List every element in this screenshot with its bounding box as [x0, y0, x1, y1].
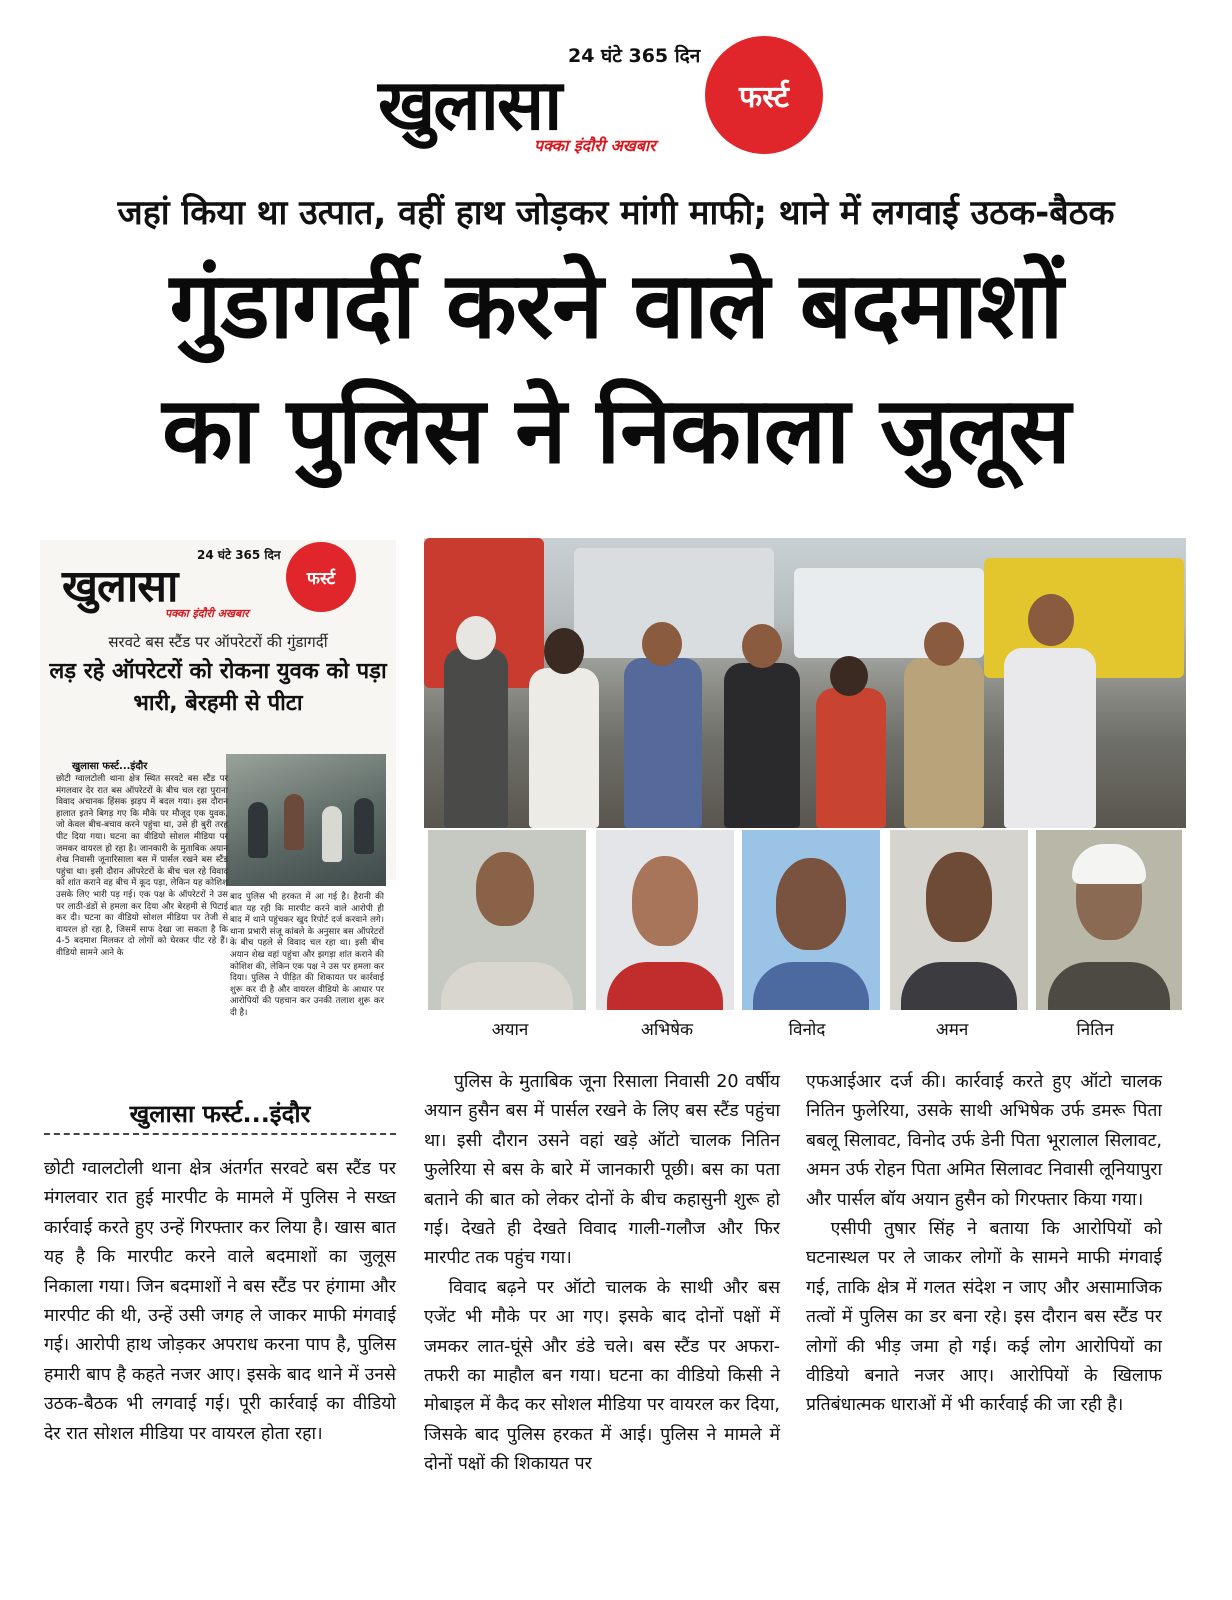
story-column-2 [424, 1068, 780, 1480]
headline-line-2: का पुलिस ने निकाला जुलूस [162, 377, 1070, 484]
accused-photos [424, 830, 1186, 1010]
accused-photo-nitin [1036, 830, 1182, 1010]
masthead-name: खुलासा [378, 64, 561, 146]
clipping-masthead-name: खुलासा [62, 561, 178, 612]
story-paragraph: छोटी ग्वालटोली थाना क्षेत्र अंतर्गत सरवटे बस स्टैंड पर मंगलवार रात हुई मारपीट के मामले में पुलिस ने सख्त कार्रवाई करते हुए उन्हें गिरफ्तार कर लिया है। खास बात यह है कि मारपीट करने वाले बदमाशों का जुलूस निकाला गया। जिन बदमाशों ने बस स्टैंड पर हंगामा और मारपीट की थी, उन्हें उसी जगह ले जाकर माफी मंगवाई गई। आरोपी हाथ जोड़कर अपराध करना पाप है, पुलिस हमारी बाप है कहते नजर आए। इसके बाद थाने में उनसे उठक-बैठक भी लगवाई गई। पूरी कार्रवाई का वीडियो देर रात सोशल मीडिया पर वायरल होता रहा। [44, 1159, 396, 1444]
masthead-badge-text: फर्स्ट [739, 79, 789, 115]
masthead-tagline: पक्का इंदौरी अखबार [534, 136, 656, 155]
accused-photo-vinod [742, 830, 880, 1010]
story-column-1 [44, 1155, 396, 1449]
accused-name-3: विनोद [788, 1020, 826, 1040]
clipping-kicker: सरवटे बस स्टैंड पर ऑपरेटरों की गुंडागर्दी [108, 633, 328, 651]
clipping-column-2 [230, 892, 384, 1020]
clipping-masthead-tag: 24 घंटे 365 दिन [197, 548, 281, 562]
earlier-story-clipping [40, 540, 396, 1018]
masthead-tag: 24 घंटे 365 दिन [568, 45, 701, 67]
story-paragraph: पुलिस के मुताबिक जूना रिसाला निवासी 20 वर्षीय अयान हुसैन बस में पार्सल रखने के लिए बस स्टैंड पहुंचा था। इसी दौरान उसने वहां खड़े ऑटो चालक नितिन फुलेरिया से बस के बारे में जानकारी पूछी। बस का पता बताने की बात को लेकर दोनों के बीच कहासुनी शुरू हो गई। देखते ही देखते विवाद गाली-गलौज और फिर मारपीट तक पहुंच गया। [424, 1072, 780, 1269]
accused-name-1: अयान [491, 1020, 529, 1040]
clipping-headline: लड़ रहे ऑपरेटरों को रोकना युवक को पड़ा भारी, बेरहमी से पीटा [49, 659, 387, 716]
clipping-badge-text: फर्स्ट [306, 568, 336, 589]
accused-photo-aman [890, 830, 1028, 1010]
headline-line-1: गुंडागर्दी करने वाले बदमाशों [169, 252, 1063, 359]
accused-name-2: अभिषेक [640, 1020, 694, 1040]
byline-divider [44, 1133, 396, 1135]
clipping-masthead-badge [286, 542, 356, 612]
clipping-photo [226, 754, 386, 886]
clipping-text-1: छोटी ग्वालटोली थाना क्षेत्र स्थित सरवटे बस स्टैंड पर मंगलवार देर रात बस ऑपरेटरों के बीच चल रहा पुराना विवाद अचानक हिंसक झड़प में बदल गया। इस दौरान हालात इतने बिगड़ गए कि मौके पर मौजूद एक युवक, जो केवल बीच-बचाव करने पहुंचा था, उसे ही बुरी तरह पीट दिया गया। घटना का वीडियो सोशल मीडिया पर जमकर वायरल हो रहा है। जानकारी के मुताबिक अयान शेख निवासी जूनारिसाला बस में पार्सल रखने बस स्टैंड पहुंचा था। इसी दौरान ऑपरेटरों के बीच चल रहे विवाद को शांत कराने वह बीच में कूद पड़ा, लेकिन यह कोशिश उसके लिए भारी पड़ गई। एक पक्ष के ऑपरेटरों ने उस पर लाठी-डंडों से हमला कर दिया और बेरहमी से पिटाई कर दी। घटना का वीडियो सोशल मीडिया पर तेजी से वायरल हो रहा है, जिसमें साफ देखा जा सकता है कि 4-5 बदमाश मिलकर दो लोगों को घेरकर पीट रहे हैं। वीडियो सामने आने के [56, 774, 228, 958]
story-byline: खुलासा फर्स्ट...इंदौर [129, 1100, 311, 1128]
accused-photo-abhishek [596, 830, 734, 1010]
story-paragraph: एफआईआर दर्ज की। कार्रवाई करते हुए ऑटो चालक नितिन फुलेरिया, उसके साथी अभिषेक उर्फ डमरू पिता बबलू सिलावट, विनोद उर्फ डेनी पिता भूरालाल सिलावट, अमन उर्फ रोहन पिता अमित सिलावट निवासी लूनियापुरा और पार्सल बॉय अयान हुसैन को गिरफ्तार किया गया। [806, 1072, 1162, 1210]
accused-name-5: नितिन [1076, 1020, 1114, 1040]
headline-kicker: जहां किया था उत्पात, वहीं हाथ जोड़कर मांगी माफी; थाने में लगवाई उठक-बैठक [117, 193, 1115, 233]
story-paragraph: विवाद बढ़ने पर ऑटो चालक के साथी और बस एजेंट भी मौके पर आ गए। इसके बाद दोनों पक्षों में जमकर लात-घूंसे और डंडे चले। बस स्टैंड पर अफरा-तफरी का माहौल बन गया। घटना का वीडियो किसी ने मोबाइल में कैद कर सोशल मीडिया पर वायरल कर दिया, जिसके बाद पुलिस हरकत में आई। पुलिस ने मामले में दोनों पक्षों की शिकायत पर [424, 1277, 780, 1475]
clipping-tagline: पक्का इंदौरी अखबार [165, 607, 249, 620]
clipping-text-2: बाद पुलिस भी हरकत में आ गई है। हैरानी की बात यह रही कि मारपीट करने वाले आरोपी ही बाद में थाने पहुंचकर खुद रिपोर्ट दर्ज करवाने लगे। थाना प्रभारी संजू कांबले के अनुसार बस ऑपरेटरों के बीच पहले से विवाद चल रहा था। इसी बीच अयान शेख वहां पहुंचा और झगड़ा शांत कराने की कोशिश की, लेकिन एक पक्ष ने उस पर हमला कर दिया। पुलिस ने पीड़ित की शिकायत पर कार्रवाई शुरू कर दी है और वायरल वीडियो के आधार पर आरोपियों की पहचान कर उनकी तलाश शुरू कर दी है। [230, 892, 384, 1018]
story-paragraph: एसीपी तुषार सिंह ने बताया कि आरोपियों को घटनास्थल पर ले जाकर लोगों के सामने माफी मंगवाई गई, ताकि क्षेत्र में गलत संदेश न जाए और असामाजिक तत्वों में पुलिस का डर बना रहे। इस दौरान बस स्टैंड पर लोगों की भीड़ जमा हो गई। कई लोग आरोपियों का वीडियो बनाते नजर आए। आरोपियों के खिलाफ प्रतिबंधात्मक धाराओं में भी कार्रवाई की जा रही है। [806, 1219, 1162, 1416]
accused-name-4: अमन [935, 1020, 969, 1040]
masthead-badge [705, 36, 823, 154]
story-column-3 [806, 1068, 1162, 1421]
accused-photo-ayan [428, 830, 586, 1010]
clipping-column-1 [56, 774, 228, 960]
procession-photo [424, 538, 1186, 828]
clipping-byline: खुलासा फर्स्ट...इंदौर [72, 761, 148, 772]
